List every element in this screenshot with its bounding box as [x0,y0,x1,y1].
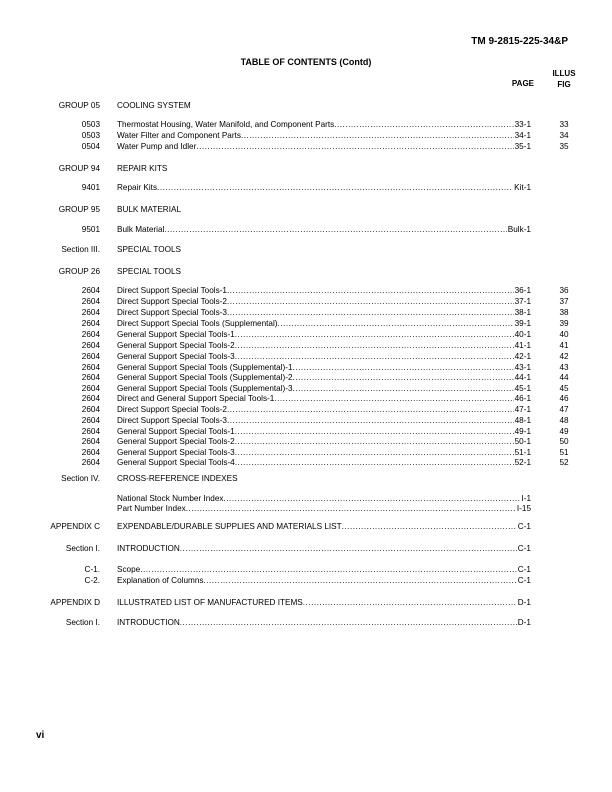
toc-title: Repair Kits [117,183,158,192]
toc-entry [0,141,612,152]
toc-page: 42-1 [514,352,531,361]
dot-leader [180,543,517,554]
toc-label: 0503 [81,120,100,129]
toc-fig: 44 [559,373,569,382]
toc-page: 34-1 [514,131,531,140]
toc-heading [0,100,612,111]
toc-page: 44-1 [514,373,531,382]
toc-fig: 49 [559,427,569,436]
toc-page: 33-1 [514,120,531,129]
toc-label: GROUP 05 [58,101,100,110]
toc-fig: 37 [559,297,569,306]
toc-fig: 39 [559,319,569,328]
toc-title: INTRODUCTION [117,618,180,627]
dot-leader [235,340,514,351]
page-title: TABLE OF CONTENTS (Contd) [240,57,372,67]
toc-label: GROUP 95 [58,205,100,214]
dot-leader [227,307,514,318]
toc-entry [0,404,612,415]
toc-entry [0,224,612,235]
toc-fig: 43 [559,363,569,372]
toc-entry [0,296,612,307]
toc-title-line [117,372,531,383]
toc-title: General Support Special Tools (Supplemental)-1 [117,363,293,372]
toc-label: 9401 [81,183,100,192]
toc-title: General Support Special Tools-2 [117,341,235,350]
toc-title-line [117,564,531,575]
toc-entry [0,393,612,404]
toc-label: 2604 [81,416,100,425]
toc-title-line [117,204,531,215]
toc-title: CROSS-REFERENCE INDEXES [117,474,238,483]
toc-title-line [117,100,531,111]
toc-label: Section I. [65,544,100,553]
toc-title-line [117,318,531,329]
dot-leader [227,285,514,296]
toc-entry [0,617,612,628]
toc-label: C-1. [84,565,100,574]
dot-leader [274,393,513,404]
toc-label: GROUP 26 [58,267,100,276]
toc-title: REPAIR KITS [117,164,168,173]
toc-title: SPECIAL TOOLS [117,267,182,276]
dot-leader [164,224,506,235]
toc-page: D-1 [517,618,531,627]
toc-label: APPENDIX D [50,598,100,607]
toc-label: 2604 [81,308,100,317]
dot-leader [278,318,514,329]
toc-entry [0,457,612,468]
dot-leader [334,119,513,130]
toc-title: Explanation of Columns [117,576,204,585]
dot-leader [235,351,514,362]
dot-leader [180,617,517,628]
toc-title-line [117,141,531,152]
toc-title-line [117,130,531,141]
toc-fig: 38 [559,308,569,317]
toc-page: 38-1 [514,308,531,317]
toc-title-line [117,351,531,362]
dot-leader [203,575,516,586]
toc-fig: 52 [559,458,569,467]
toc-entry [0,564,612,575]
toc-page: C-1 [517,576,531,585]
toc-fig: 36 [559,286,569,295]
toc-title: Bulk Material [117,225,165,234]
dot-leader [303,597,517,608]
toc-title: Water Filter and Component Parts [117,131,241,140]
toc-label: 2604 [81,319,100,328]
toc-entry [0,521,612,532]
toc-title: Direct Support Special Tools-2 [117,297,227,306]
toc-heading [0,266,612,277]
toc-title-line [117,266,531,277]
page-number: vi [36,730,45,741]
toc-title: General Support Special Tools-1 [117,427,235,436]
toc-label: 2604 [81,394,100,403]
toc-entry [0,597,612,608]
toc-fig: 46 [559,394,569,403]
toc-title-line [117,340,531,351]
toc-title: Direct and General Support Special Tools-1 [117,394,275,403]
toc-title: General Support Special Tools (Supplemental)-3 [117,384,293,393]
toc-entry [0,503,612,514]
toc-title: COOLING SYSTEM [117,101,191,110]
toc-entry [0,415,612,426]
toc-entry [0,575,612,586]
toc-page: 47-1 [514,405,531,414]
toc-label: 2604 [81,448,100,457]
toc-fig: 34 [559,131,569,140]
toc-page: Kit-1 [514,183,531,192]
toc-title: General Support Special Tools-3 [117,448,235,457]
dot-leader [241,130,514,141]
toc-label: 0503 [81,131,100,140]
toc-title: Part Number Index [117,504,186,513]
toc-page: D-1 [517,598,531,607]
toc-entry [0,119,612,130]
toc-entry [0,130,612,141]
toc-title-line [117,521,531,532]
toc-title-line [117,296,531,307]
dot-leader [186,503,516,514]
toc-entry [0,340,612,351]
toc-page: 41-1 [514,341,531,350]
toc-title: Direct Support Special Tools (Supplemental) [117,319,278,328]
toc-page: C-1 [517,565,531,574]
toc-label: 9501 [81,225,100,234]
toc-label: 2604 [81,384,100,393]
toc-page: 52-1 [514,458,531,467]
toc-title-line [117,307,531,318]
toc-title-line [117,404,531,415]
toc-page: 49-1 [514,427,531,436]
toc-label: Section IV. [61,474,100,483]
toc-title: General Support Special Tools-2 [117,437,235,446]
toc-title: General Support Special Tools-1 [117,330,235,339]
toc-label: 2604 [81,286,100,295]
toc-label: 2604 [81,427,100,436]
toc-title-line [117,393,531,404]
toc-title-line [117,224,531,235]
toc-fig: 51 [559,448,569,457]
illus-header-line: ILLUS [552,69,576,78]
toc-page: 43-1 [514,363,531,372]
toc-title: EXPENDABLE/DURABLE SUPPLIES AND MATERIALS LIST [117,522,342,531]
toc-heading [0,163,612,174]
toc-label: 2604 [81,352,100,361]
page-column-header: PAGE [511,79,534,88]
toc-fig: 47 [559,405,569,414]
dot-leader [196,141,513,152]
toc-page: 36-1 [514,286,531,295]
dot-leader [293,372,514,383]
toc-title: General Support Special Tools-4 [117,458,235,467]
toc-label: 2604 [81,437,100,446]
toc-title-line [117,597,531,608]
toc-entry [0,351,612,362]
toc-fig: 50 [559,437,569,446]
toc-heading [0,204,612,215]
dot-leader [227,296,514,307]
fig-header-line: FIG [557,80,571,89]
toc-title: BULK MATERIAL [117,205,181,214]
toc-fig: 41 [559,341,569,350]
toc-entry [0,372,612,383]
dot-leader [235,457,514,468]
toc-label: GROUP 94 [58,164,100,173]
toc-page: 46-1 [514,394,531,403]
toc-title: Direct Support Special Tools-1 [117,286,227,295]
toc-fig: 42 [559,352,569,361]
toc-page: 40-1 [514,330,531,339]
toc-page: 48-1 [514,416,531,425]
toc-title-line [117,415,531,426]
toc-title-line [117,457,531,468]
toc-page: Bulk-1 [507,225,531,234]
toc-label: 2604 [81,330,100,339]
toc-title: Direct Support Special Tools-3 [117,416,227,425]
toc-title: General Support Special Tools-3 [117,352,235,361]
toc-page: 45-1 [514,384,531,393]
toc-title: Thermostat Housing, Water Manifold, and Component Parts [117,120,335,129]
toc-label: Section III. [61,245,100,254]
toc-entry [0,329,612,340]
toc-title: Water Pump and Idler [117,142,197,151]
toc-heading [0,473,612,484]
dot-leader [227,404,514,415]
document-id: TM 9-2815-225-34&P [471,36,568,47]
toc-title: INTRODUCTION [117,544,180,553]
toc-title-line [117,182,531,193]
dot-leader [342,521,517,532]
toc-entry [0,318,612,329]
toc-fig: 45 [559,384,569,393]
toc-title-line [117,329,531,340]
toc-page: I-1 [521,494,531,503]
dot-leader [227,415,514,426]
toc-fig: 40 [559,330,569,339]
toc-page: 39-1 [514,319,531,328]
toc-label: 2604 [81,363,100,372]
toc-page: I-15 [516,504,531,513]
toc-fig: 48 [559,416,569,425]
toc-entry [0,543,612,554]
toc-page: 35-1 [514,142,531,151]
toc-page: 50-1 [514,437,531,446]
toc-title: SPECIAL TOOLS [117,245,182,254]
toc-title-line [117,119,531,130]
toc-title: National Stock Number Index [117,494,224,503]
toc-label: 0504 [81,142,100,151]
toc-entry [0,285,612,296]
dot-leader [235,329,514,340]
toc-title: Direct Support Special Tools-2 [117,405,227,414]
toc-entry [0,182,612,193]
toc-label: APPENDIX C [50,522,100,531]
toc-title-line [117,244,531,255]
toc-page: 37-1 [514,297,531,306]
dot-leader [235,436,514,447]
toc-page: C-1 [517,522,531,531]
toc-label: 2604 [81,297,100,306]
toc-title: Direct Support Special Tools-3 [117,308,227,317]
toc-title-line [117,473,531,484]
toc-label: 2604 [81,373,100,382]
toc-label: 2604 [81,341,100,350]
toc-title-line [117,543,531,554]
toc-label: 2604 [81,405,100,414]
toc-entry [0,307,612,318]
toc-title-line [117,617,531,628]
toc-title-line [117,285,531,296]
toc-label: 2604 [81,458,100,467]
toc-entry [0,436,612,447]
toc-title-line [117,436,531,447]
toc-title: Scope [117,565,141,574]
toc-fig: 33 [559,120,569,129]
toc-title: General Support Special Tools (Supplemental)-2 [117,373,293,382]
toc-title-line [117,163,531,174]
dot-leader [157,182,513,193]
toc-title-line [117,575,531,586]
dot-leader [140,564,517,575]
toc-page: 51-1 [514,448,531,457]
toc-label: C-2. [84,576,100,585]
toc-title: ILLUSTRATED LIST OF MANUFACTURED ITEMS [117,598,303,607]
toc-title-line [117,503,531,514]
toc-heading [0,244,612,255]
toc-fig: 35 [559,142,569,151]
toc-label: Section I. [65,618,100,627]
toc-page: C-1 [517,544,531,553]
